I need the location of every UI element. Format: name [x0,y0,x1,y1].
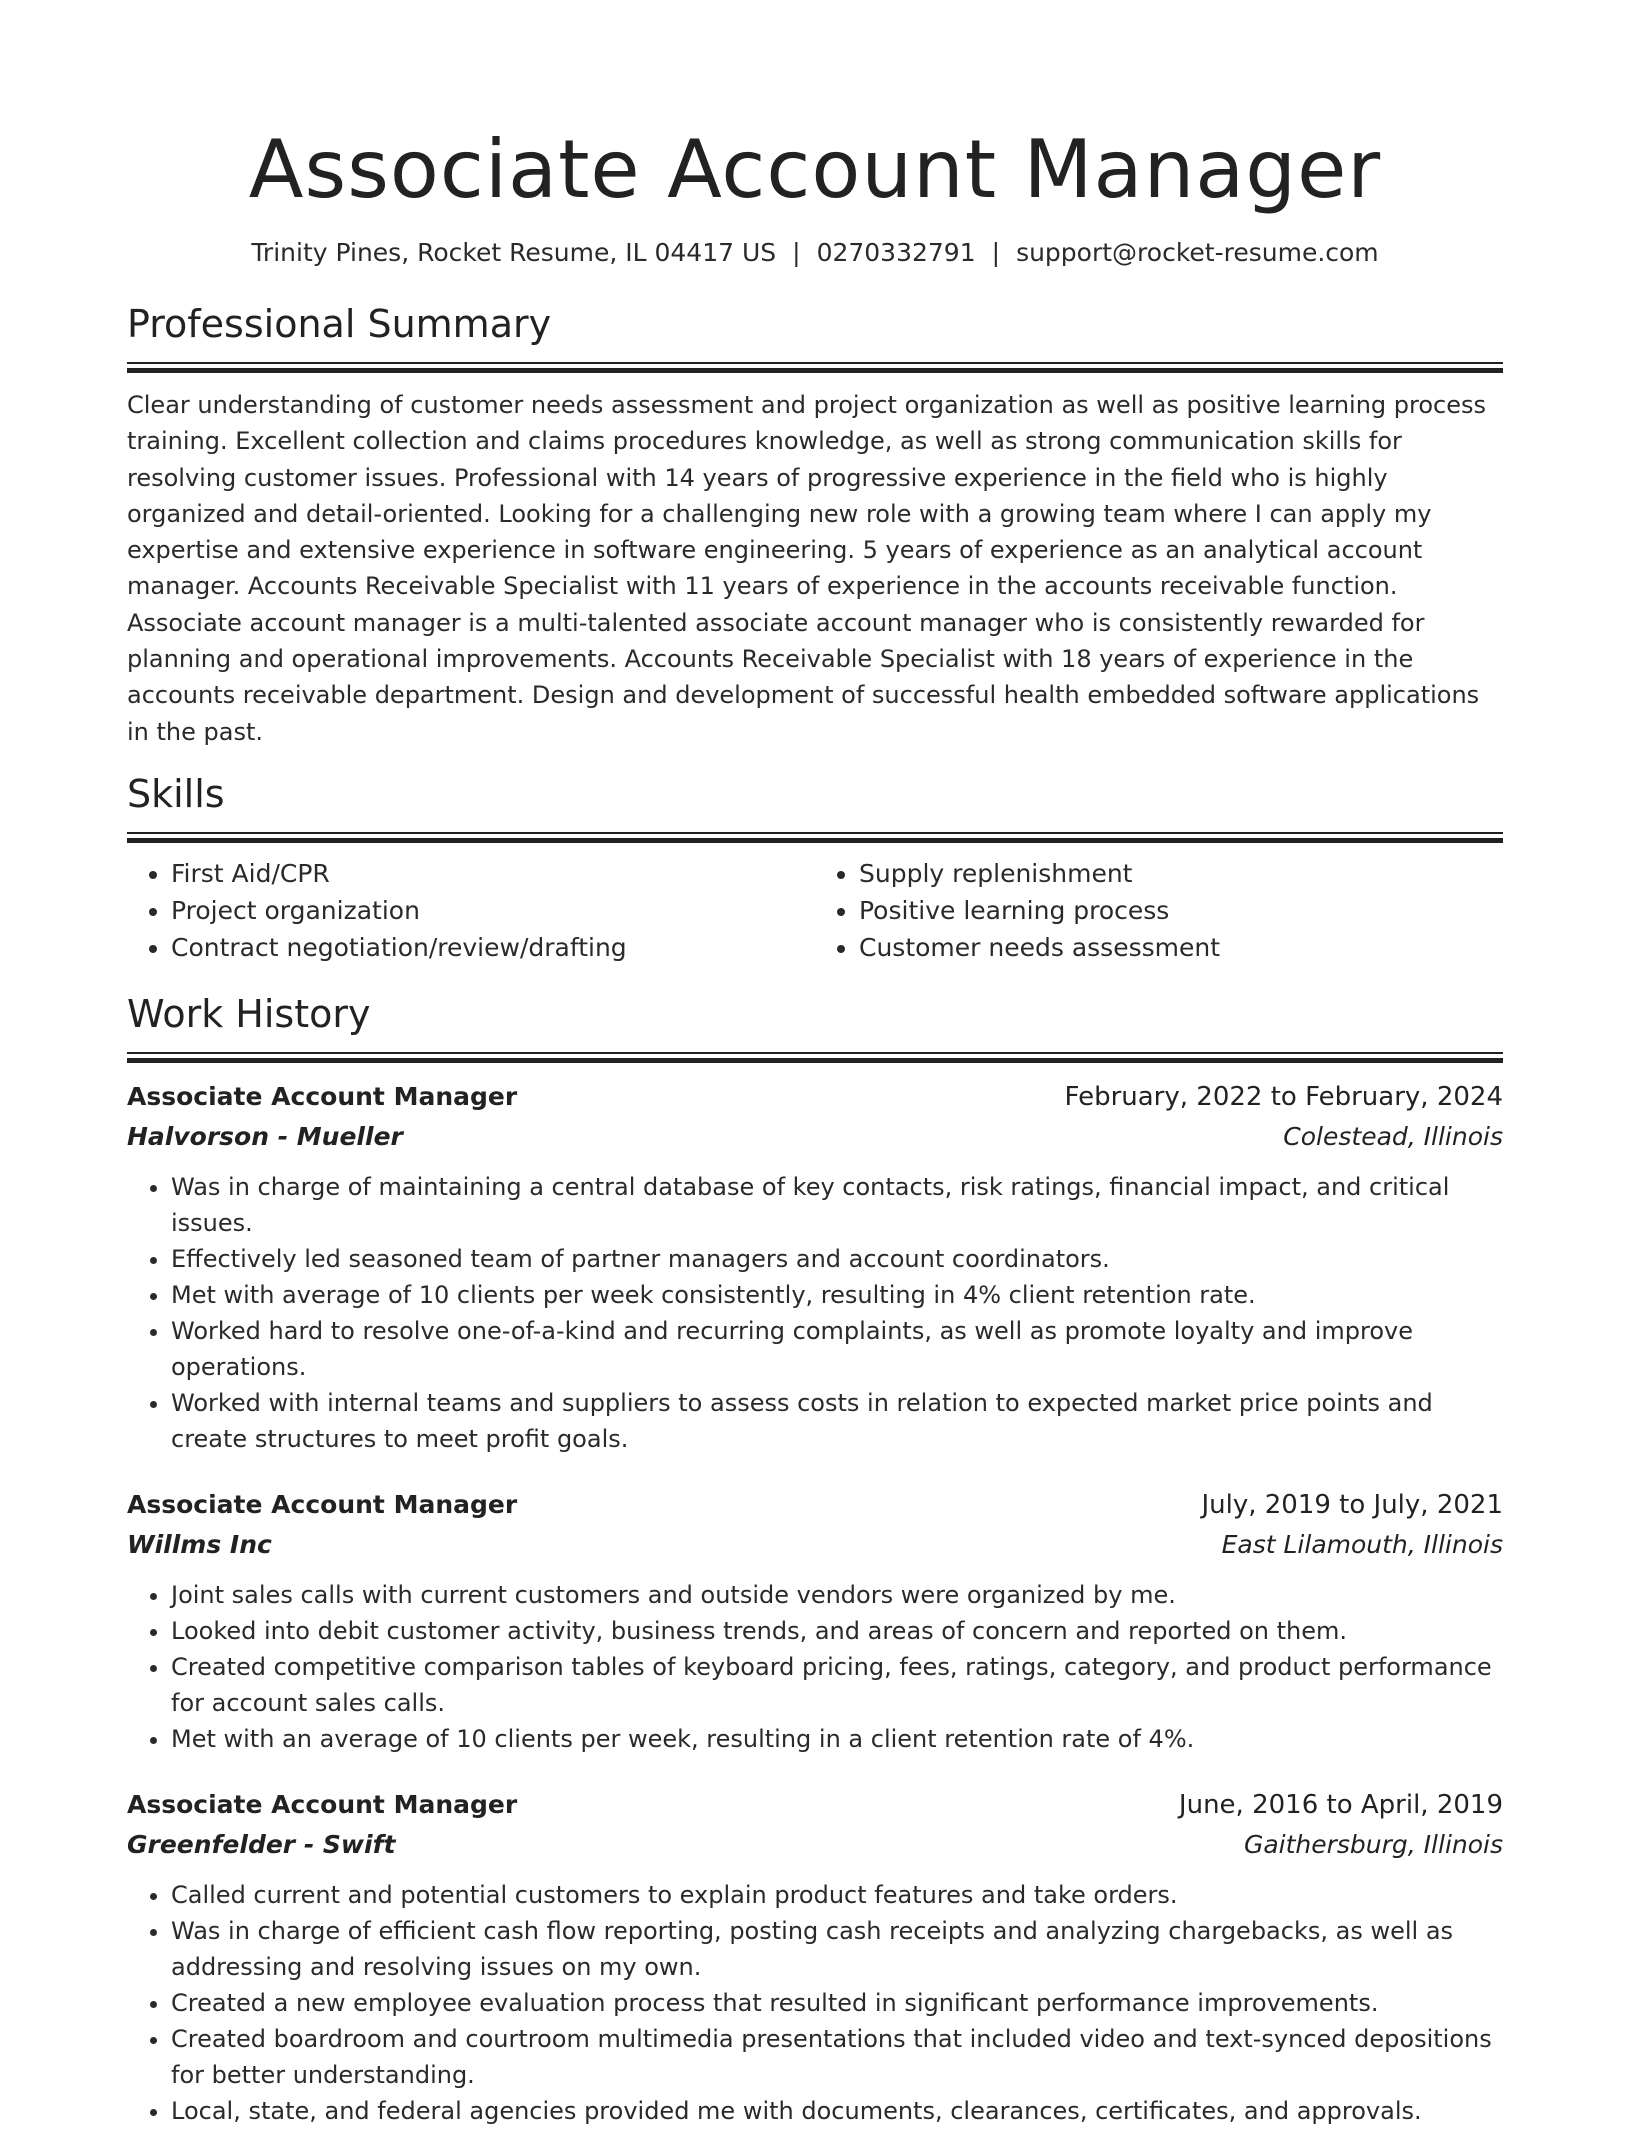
skills-section [127,770,1503,966]
contact-line [127,236,1503,270]
job-entry [127,1077,1503,1457]
skill-item: • Supply replenishment [859,855,1503,892]
contact-separator: | [792,238,801,267]
job-dates: July, 2019 to July, 2021 [1201,1489,1503,1520]
contact-phone: 0270332791 [816,238,976,267]
resume-page [127,0,1503,2129]
job-bullet: • Joint sales calls with current customers and outside vendors were organized by me. [171,1577,1503,1613]
job-bullet: • Looked into debit customer activity, business trends, and areas of concern and reported on them. [171,1613,1503,1649]
section-divider [127,1052,1503,1063]
job-title: Associate Account Manager [127,1489,518,1519]
job-company: Willms Inc [127,1529,272,1559]
skill-item: • Customer needs assessment [859,929,1503,966]
contact-separator: | [991,238,1001,267]
job-dates: June, 2016 to April, 2019 [1178,1789,1503,1820]
skills-heading: Skills [127,771,225,816]
skill-item: • Positive learning process [859,892,1503,929]
job-location: East Lilamouth, Illinois [1221,1529,1503,1559]
job-company: Greenfelder - Swift [127,1829,396,1859]
job-company: Halvorson - Mueller [127,1121,403,1151]
resume-name: Associate Account Manager [248,123,1382,216]
summary-heading: Professional Summary [127,302,552,346]
job-bullet: • Created a new employee evaluation process that resulted in significant performance improvements. [171,1985,1503,2021]
job-bullet: • Met with average of 10 clients per week consistently, resulting in 4% client retention rate. [171,1277,1503,1313]
job-entry [127,1785,1503,2129]
job-bullets [127,1577,1503,1757]
job-bullet: • Worked hard to resolve one-of-a-kind and recurring complaints, as well as promote loyalty and improve operations. [171,1313,1503,1385]
work-heading: Work History [127,991,371,1036]
job-location: Colestead, Illinois [1283,1121,1503,1151]
summary-text: Clear understanding of customer needs assessment and project organization as well as positive learning process training. Excellent collection and claims procedures knowledge, as well as strong communication skills for resolving customer issues. Professional with 14 years of progressive experience in the field who is highly organized and detail-oriented. Looking for a challenging new role with a growing team where I can apply my expertise and extensive experience in software engineering. 5 years of experience as an analytical account manager. Accounts Receivable Specialist with 11 years of experience in the accounts receivable function. Associate account manager is a multi-talented associate account manager who is consistently rewarded for planning and operational improvements. Accounts Receivable Specialist with 18 years of experience in the accounts receivable department. Design and development of successful health embedded software applications in the past. [127,391,1487,746]
section-divider [127,362,1503,373]
job-title: Associate Account Manager [127,1081,518,1111]
summary-section [127,300,1503,750]
job-bullet: • Created competitive comparison tables of keyboard pricing, fees, ratings, category, and product performance for account sales calls. [171,1649,1503,1721]
skill-item: • Contract negotiation/review/drafting [171,929,815,966]
contact-email: support@rocket-resume.com [1016,238,1379,267]
section-divider [127,832,1503,843]
skills-list [127,855,1503,966]
work-section [127,990,1503,2129]
job-bullet: • Created boardroom and courtroom multimedia presentations that included video and text-synced depositions for better understanding. [171,2021,1503,2093]
job-dates: February, 2022 to February, 2024 [1064,1081,1503,1112]
job-title: Associate Account Manager [127,1789,518,1819]
job-bullet: • Called current and potential customers to explain product features and take orders. [171,1877,1503,1913]
skills-column-left [127,855,815,966]
skills-column-right [815,855,1503,966]
job-bullet: • Local, state, and federal agencies provided me with documents, clearances, certificates, and approvals. [171,2093,1503,2129]
job-bullet: • Effectively led seasoned team of partner managers and account coordinators. [171,1241,1503,1277]
job-bullet: • Worked with internal teams and suppliers to assess costs in relation to expected market price points and create structures to meet profit goals. [171,1385,1503,1457]
job-bullet: • Was in charge of efficient cash flow reporting, posting cash receipts and analyzing chargebacks, as well as addressing and resolving issues on my own. [171,1913,1503,1985]
job-bullets [127,1169,1503,1457]
job-bullets [127,1877,1503,2129]
skill-item: • First Aid/CPR [171,855,815,892]
job-entry [127,1485,1503,1757]
contact-address: Trinity Pines, Rocket Resume, IL 04417 US [251,238,777,267]
job-location: Gaithersburg, Illinois [1243,1829,1503,1859]
skill-item: • Project organization [171,892,815,929]
job-bullet: • Met with an average of 10 clients per week, resulting in a client retention rate of 4%. [171,1721,1503,1757]
job-bullet: • Was in charge of maintaining a central database of key contacts, risk ratings, financial impact, and critical issues. [171,1169,1503,1241]
